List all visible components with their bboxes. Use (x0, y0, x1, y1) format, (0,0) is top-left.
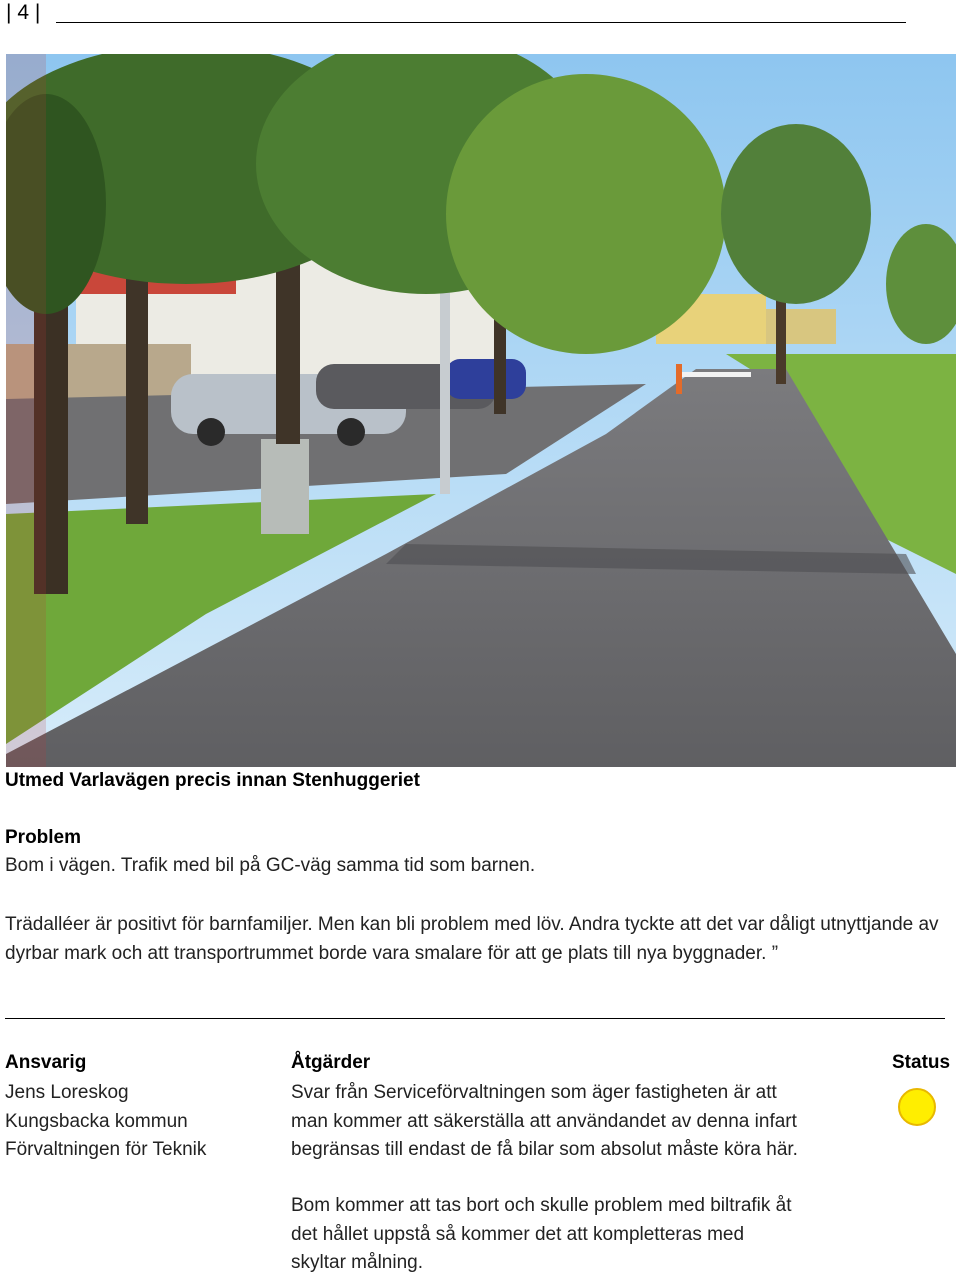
header-rule (56, 22, 906, 23)
actions-line: man kommer att säkerställa att användandet av denna infart (291, 1110, 797, 1132)
photo-caption: Utmed Varlavägen precis innan Stenhuggeriet (5, 770, 420, 791)
responsible-heading: Ansvarig (5, 1052, 87, 1073)
page-number-separator: | (34, 1, 41, 24)
section-divider (5, 1018, 945, 1019)
page-number: 4 (17, 1, 29, 24)
problem-heading: Problem (5, 827, 82, 848)
responsible-list (5, 1079, 206, 1165)
actions-line: Bom kommer att tas bort och skulle problem med biltrafik åt (291, 1195, 792, 1216)
status-yellow-icon (898, 1088, 936, 1126)
actions-paragraph-2 (291, 1192, 792, 1278)
page-number-separator: | (6, 1, 12, 24)
page-header (6, 0, 906, 28)
actions-paragraph-1 (291, 1079, 798, 1165)
photo-icon (6, 54, 956, 767)
actions-line: det hållet uppstå så kommer det att kompletteras med (291, 1223, 745, 1245)
photo-street-path (6, 54, 956, 767)
responsible-name: Jens Loreskog (5, 1082, 129, 1103)
responsible-org: Kungsbacka kommun (5, 1110, 188, 1132)
actions-line: skyltar målning. (291, 1252, 423, 1273)
responsible-dept: Förvaltningen för Teknik (5, 1139, 207, 1160)
actions-line: Svar från Serviceförvaltningen som äger fastigheten är att (291, 1082, 777, 1103)
problem-text-2: Trädalléer är positivt för barnfamiljer. Men kan bli problem med löv. Andra tyckte att det var dåligt utnyttjande av dyrbar mark och att transportrummet borde vara smalare för att ge plats till nya byggnader. ” (5, 914, 939, 964)
actions-line: begränsas till endast de få bilar som absolut måste köra här. (291, 1139, 798, 1160)
problem-text-1: Bom i vägen. Trafik med bil på GC-väg samma tid som barnen. (5, 855, 536, 876)
actions-heading: Åtgärder (291, 1052, 371, 1073)
status-heading: Status (892, 1052, 951, 1073)
